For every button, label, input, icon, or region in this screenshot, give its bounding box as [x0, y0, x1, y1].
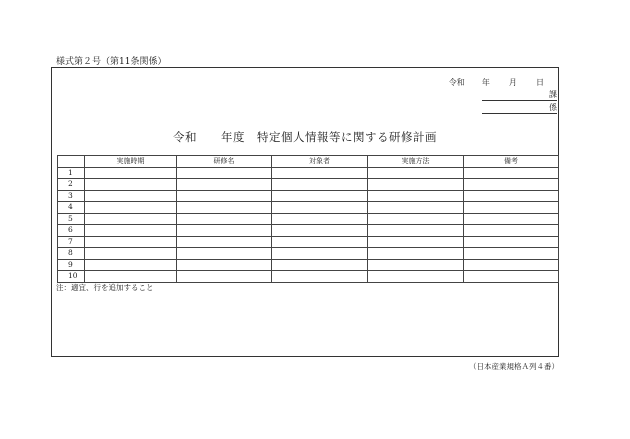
cell-training-name — [177, 213, 272, 225]
cell-target — [272, 259, 368, 271]
date-line — [449, 77, 544, 88]
cell-period — [85, 213, 177, 225]
cell-remarks — [464, 248, 559, 260]
cell-target — [272, 213, 368, 225]
cell-period — [85, 271, 177, 283]
table-row — [58, 202, 559, 214]
table-row — [58, 213, 559, 225]
table-row — [58, 248, 559, 260]
cell-method — [368, 179, 464, 191]
row-number: 2 — [58, 179, 85, 191]
cell-target — [272, 248, 368, 260]
cell-period — [85, 179, 177, 191]
training-plan-table — [57, 155, 559, 283]
paper-size-note: （日本産業規格Ａ列４番） — [469, 362, 559, 371]
row-number: 6 — [58, 225, 85, 237]
table-row — [58, 271, 559, 283]
cell-training-name — [177, 259, 272, 271]
table-row — [58, 236, 559, 248]
cell-method — [368, 236, 464, 248]
cell-remarks — [464, 225, 559, 237]
date-year: 年 — [481, 78, 490, 87]
section-field: 係 — [482, 102, 557, 114]
date-era: 令和 — [448, 78, 465, 87]
cell-remarks — [464, 213, 559, 225]
date-day: 日 — [536, 78, 544, 87]
cell-remarks — [464, 179, 559, 191]
row-number: 3 — [58, 190, 85, 202]
cell-training-name — [177, 248, 272, 260]
row-number: 5 — [58, 213, 85, 225]
cell-remarks — [464, 190, 559, 202]
department-field: 課 — [482, 89, 557, 101]
cell-method — [368, 167, 464, 179]
column-header-training-name: 研修名 — [177, 156, 272, 168]
cell-remarks — [464, 202, 559, 214]
document-title: 令和 年度 特定個人情報等に関する研修計画 — [173, 130, 437, 144]
row-number: 9 — [58, 259, 85, 271]
form-number-label: 様式第２号（第11条関係） — [56, 57, 167, 67]
column-header-method: 実施方法 — [368, 156, 464, 168]
cell-remarks — [464, 271, 559, 283]
cell-training-name — [177, 271, 272, 283]
cell-target — [272, 202, 368, 214]
cell-training-name — [177, 202, 272, 214]
row-number: 10 — [58, 271, 85, 283]
column-header-remarks: 備考 — [464, 156, 559, 168]
cell-method — [368, 213, 464, 225]
table-row — [58, 167, 559, 179]
cell-method — [368, 202, 464, 214]
cell-period — [85, 167, 177, 179]
cell-target — [272, 179, 368, 191]
cell-method — [368, 225, 464, 237]
table-row — [58, 190, 559, 202]
row-number: 7 — [58, 236, 85, 248]
cell-method — [368, 248, 464, 260]
cell-target — [272, 271, 368, 283]
column-header-period: 実施時期 — [85, 156, 177, 168]
cell-training-name — [177, 179, 272, 191]
row-number: 4 — [58, 202, 85, 214]
cell-target — [272, 236, 368, 248]
date-month: 月 — [508, 78, 517, 87]
cell-target — [272, 190, 368, 202]
cell-remarks — [464, 167, 559, 179]
note-text: 注：適宜、行を追加すること — [56, 283, 154, 292]
cell-training-name — [177, 225, 272, 237]
cell-training-name — [177, 236, 272, 248]
cell-training-name — [177, 190, 272, 202]
cell-period — [85, 248, 177, 260]
row-number: 8 — [58, 248, 85, 260]
row-number: 1 — [58, 167, 85, 179]
cell-remarks — [464, 236, 559, 248]
cell-method — [368, 259, 464, 271]
column-header-number — [58, 156, 85, 168]
table-header-row — [58, 156, 559, 168]
cell-target — [272, 167, 368, 179]
table-row — [58, 225, 559, 237]
cell-training-name — [177, 167, 272, 179]
cell-period — [85, 236, 177, 248]
table-row — [58, 179, 559, 191]
cell-remarks — [464, 259, 559, 271]
table-row — [58, 259, 559, 271]
cell-method — [368, 271, 464, 283]
form-frame — [51, 67, 559, 357]
cell-method — [368, 190, 464, 202]
column-header-target: 対象者 — [272, 156, 368, 168]
cell-period — [85, 190, 177, 202]
cell-period — [85, 202, 177, 214]
cell-target — [272, 225, 368, 237]
cell-period — [85, 225, 177, 237]
cell-period — [85, 259, 177, 271]
